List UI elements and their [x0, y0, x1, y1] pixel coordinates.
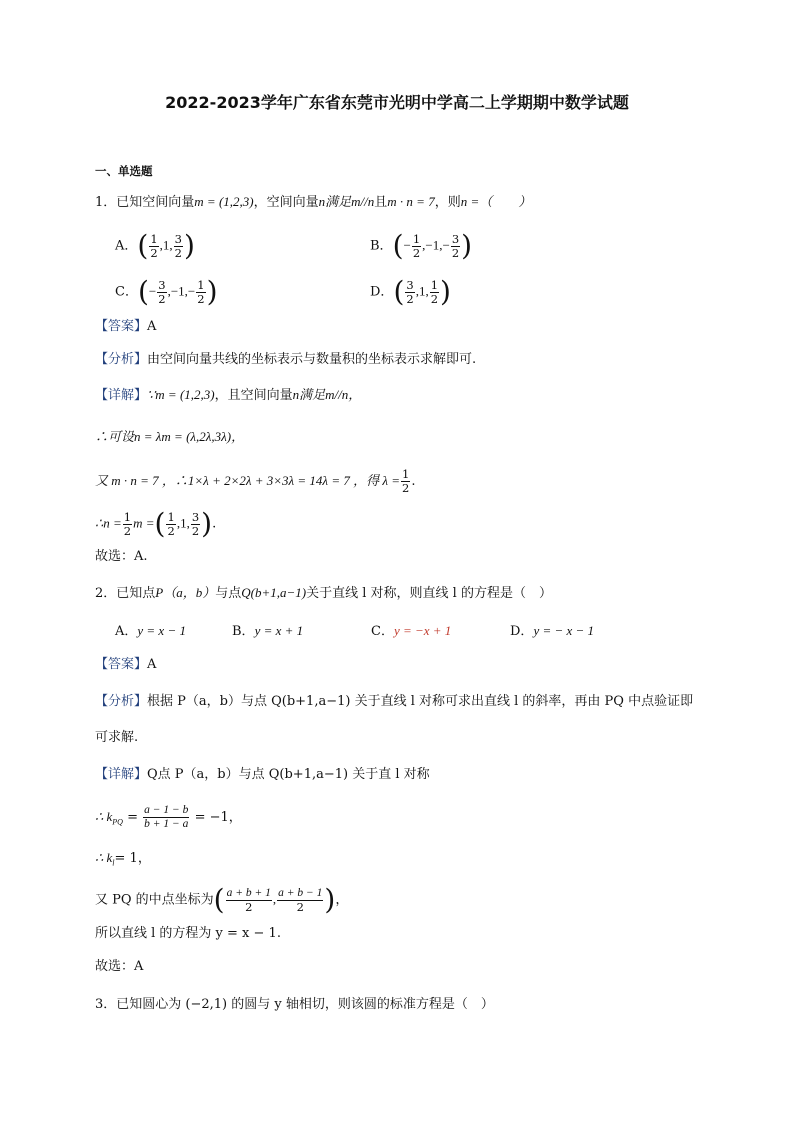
q1-stem: 1．已知空间向量m = (1,2,3)，空间向量n满足m//n且m · n = 7，则n =（ ） [95, 194, 532, 210]
q1-answer: 【答案】A [95, 319, 157, 334]
q2-detail-line4: 又 PQ 的中点坐标为( $\frac{a + b + 1}{2}$ , $\frac{a + b - 1}{2}$ )， [95, 883, 349, 916]
q1-option-d: D．( $\frac{3}{2}$ ,1, $\frac{1}{2}$ ) [370, 275, 451, 308]
q2-stem: 2．已知点P（a，b）与点Q(b+1,a−1)关于直线 l 对称，则直线 l 的方程是（ ） [95, 585, 552, 601]
q2-detail-line2: ∴ $k_{PQ}$ = $\frac{a - 1 - b}{b + 1 - a}$ = −1， [95, 804, 242, 830]
q2-option-d: D．y = − x − 1 [510, 623, 595, 639]
q1-option-b: B．(− $\frac{1}{2}$ ,−1,− $\frac{3}{2}$ ) [370, 229, 473, 262]
q1-detail-line1: 【详解】∵m = (1,2,3)，且空间向量n满足m//n， [95, 387, 362, 403]
q2-answer: 【答案】A [95, 657, 157, 672]
q2-analysis-line1: 【分析】根据 P（a，b）与点 Q(b+1,a−1) 关于直线 l 对称可求出直线 l 的斜率，再由 PQ 中点验证即 [95, 694, 694, 709]
q2-detail-line5: 所以直线 l 的方程为 y = x − 1. [95, 926, 281, 941]
q2-detail-line3: ∴ $k_l= 1$， [95, 850, 151, 868]
q1-detail-line4: ∴n = $\frac{1}{2}$ m =( $\frac{1}{2}$ ,1, $\frac{3}{2}$ ). [95, 507, 217, 540]
q2-analysis-line2: 可求解. [95, 730, 139, 745]
q2-detail-line1: 【详解】Q点 P（a，b）与点 Q(b+1,a−1) 关于直 l 对称 [95, 767, 430, 782]
q2-option-b: B．y = x + 1 [232, 623, 304, 639]
section-heading: 一、单选题 [95, 164, 153, 178]
q3-stem: 3．已知圆心为 (−2,1) 的圆与 y 轴相切，则该圆的标准方程是（ ） [95, 997, 494, 1012]
q1-option-c: C．(− $\frac{3}{2}$ ,−1,− $\frac{1}{2}$ ) [115, 275, 218, 308]
q1-detail-line2: ∴可设n = λm = (λ,2λ,3λ)， [95, 429, 245, 444]
q1-choose: 故选：A. [95, 549, 148, 564]
q2-choose: 故选：A [95, 959, 144, 974]
q2-option-c: C．y = −x + 1 [371, 623, 452, 639]
q1-option-a: A．( $\frac{1}{2}$ ,1, $\frac{3}{2}$ ) [115, 229, 195, 262]
q1-detail-line3: 又 m · n = 7 ，∴1×λ + 2×2λ + 3×3λ = 14λ = 7 ，得 λ = $\frac{1}{2}$ . [95, 467, 416, 495]
q1-analysis: 【分析】由空间向量共线的坐标表示与数量积的坐标表示求解即可. [95, 352, 477, 367]
q2-option-a: A．y = x − 1 [115, 623, 186, 639]
page-title: 2022-2023学年广东省东莞市光明中学高二上学期期中数学试题 [165, 93, 629, 112]
